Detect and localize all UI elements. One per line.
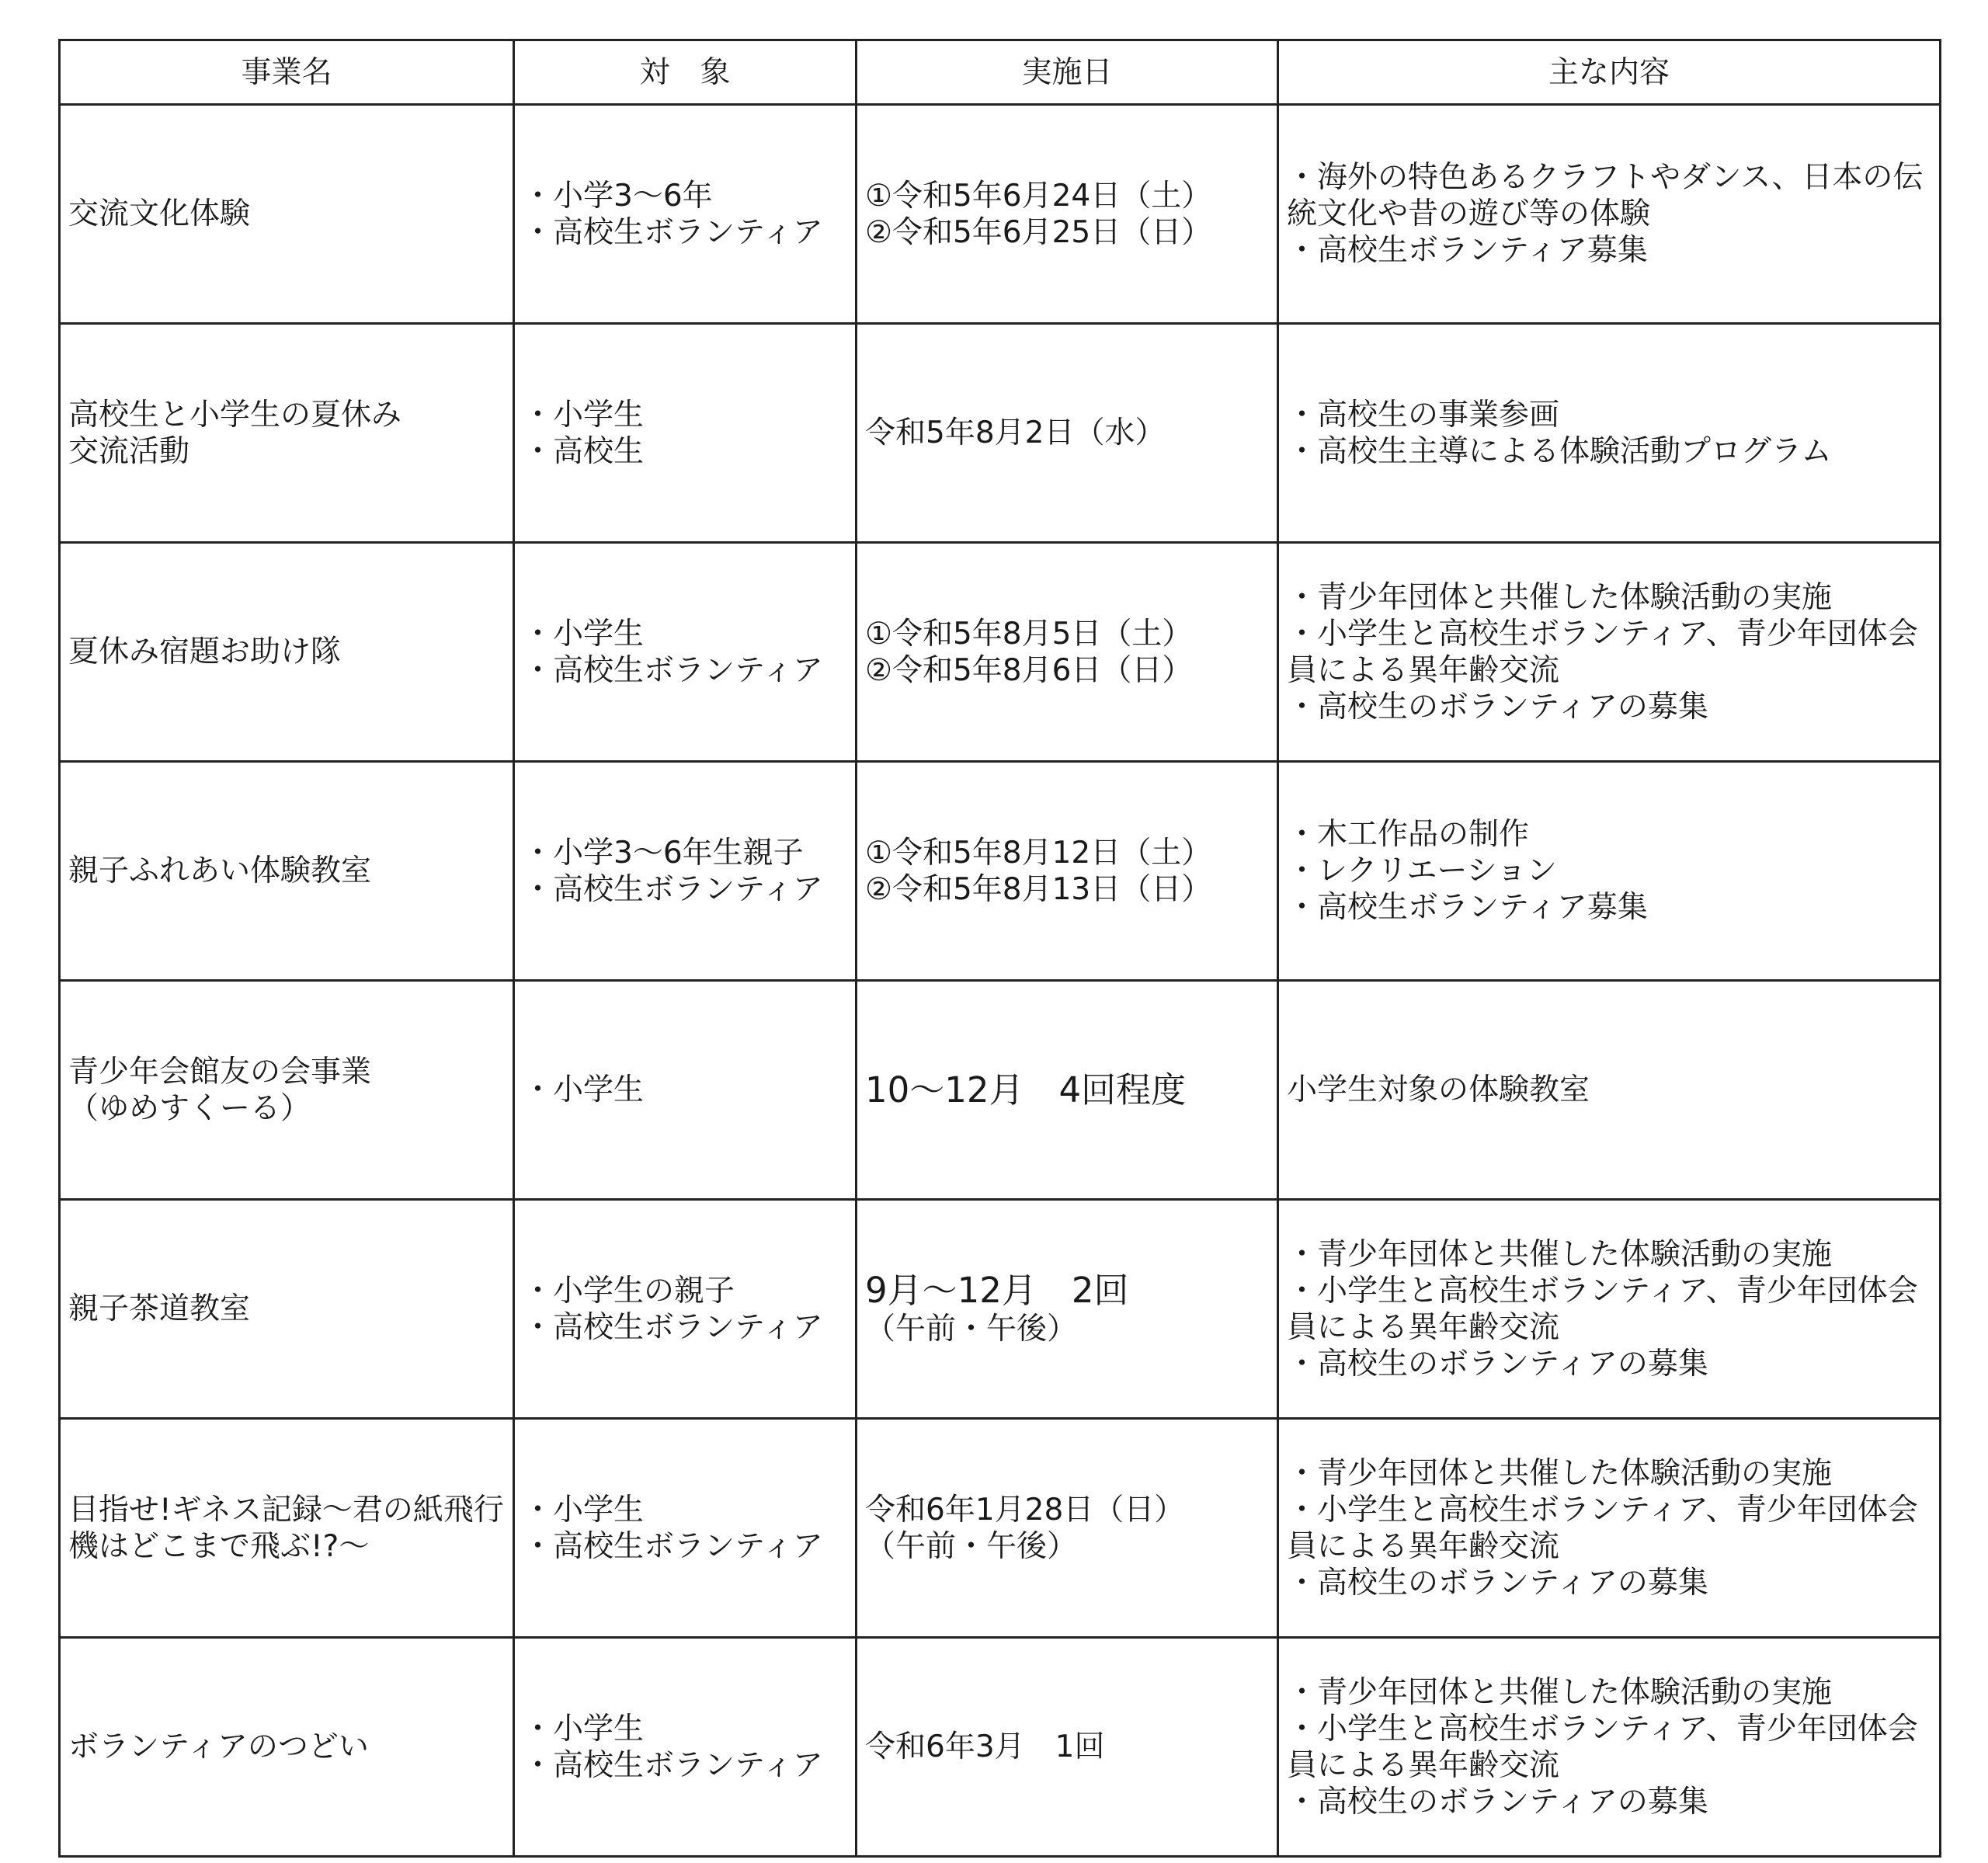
- target-cell: [514, 543, 857, 762]
- date-line: ②令和5年8月6日（日）: [865, 652, 1193, 688]
- target-line: ・高校生ボランティア: [523, 871, 823, 907]
- target-line: ・小学3～6年生親子: [523, 835, 804, 871]
- content-line: 小学生対象の体験教室: [1287, 1072, 1590, 1107]
- target-line: ・高校生ボランティア: [523, 1309, 823, 1345]
- target-cell: [514, 981, 857, 1200]
- date-line: 令和6年3月 1回: [865, 1729, 1105, 1764]
- table-row: [60, 1638, 1941, 1857]
- content-line: ・小学生と高校生ボランティア、青少年団体会員による異年齢交流: [1287, 616, 1918, 688]
- content-line: ・海外の特色あるクラフトやダンス、日本の伝統文化や昔の遊び等の体験: [1287, 160, 1924, 231]
- program-name-cell: [60, 1200, 514, 1419]
- program-name-cell: [60, 1419, 514, 1638]
- date-cell: [857, 981, 1278, 1200]
- content-line: ・高校生ボランティア募集: [1287, 890, 1648, 925]
- target-cell: [514, 1419, 857, 1638]
- header-program-name: 事業名: [60, 40, 514, 105]
- date-line: ①令和5年8月12日（土）: [865, 835, 1212, 871]
- date-line: ②令和5年8月13日（日）: [865, 871, 1212, 907]
- content-line: ・高校生のボランティアの募集: [1287, 689, 1708, 725]
- content-line: ・小学生と高校生ボランティア、青少年団体会員による異年齢交流: [1287, 1711, 1918, 1783]
- program-name-cell: [60, 1638, 514, 1857]
- target-line: ・高校生ボランティア: [523, 1528, 823, 1564]
- target-line: ・小学3～6年: [523, 178, 713, 214]
- table-row: [60, 105, 1941, 324]
- target-line: ・高校生ボランティア: [523, 652, 823, 688]
- date-cell: [857, 1200, 1278, 1419]
- date-line: （午前・午後）: [865, 1312, 1078, 1347]
- program-name: ボランティアのつどい: [68, 1729, 369, 1764]
- program-name: 青少年会館友の会事業: [68, 1054, 372, 1090]
- target-cell: [514, 1200, 857, 1419]
- content-line: ・高校生主導による体験活動プログラム: [1287, 433, 1832, 469]
- target-line: ・小学生: [523, 397, 645, 433]
- table-row: [60, 762, 1941, 981]
- header-date: 実施日: [857, 40, 1278, 105]
- program-name: 夏休み宿題お助け隊: [68, 634, 342, 669]
- content-line: ・木工作品の制作: [1287, 817, 1530, 852]
- program-name: 親子茶道教室: [68, 1291, 251, 1326]
- header-target: 対 象: [514, 40, 857, 105]
- content-line: ・小学生と高校生ボランティア、青少年団体会員による異年齢交流: [1287, 1273, 1918, 1345]
- content-cell: [1278, 324, 1941, 543]
- date-line: ①令和5年8月5日（土）: [865, 616, 1193, 652]
- date-line: ②令和5年6月25日（日）: [865, 214, 1212, 250]
- content-line: ・青少年団体と共催した体験活動の実施: [1287, 579, 1833, 615]
- target-line: ・小学生の親子: [523, 1273, 735, 1309]
- content-cell: [1278, 762, 1941, 981]
- program-name-cell: [60, 543, 514, 762]
- program-name: 交流活動: [68, 433, 190, 469]
- date-cell: [857, 105, 1278, 324]
- target-line: ・小学生: [523, 616, 645, 652]
- date-line: （午前・午後）: [865, 1528, 1078, 1564]
- program-name-cell: [60, 762, 514, 981]
- table-row: [60, 324, 1941, 543]
- table-row: [60, 543, 1941, 762]
- content-line: ・青少年団体と共催した体験活動の実施: [1287, 1674, 1833, 1710]
- content-cell: [1278, 981, 1941, 1200]
- program-name-cell: [60, 981, 514, 1200]
- date-cell: [857, 1638, 1278, 1857]
- content-cell: [1278, 1419, 1941, 1638]
- target-cell: [514, 324, 857, 543]
- date-cell: [857, 762, 1278, 981]
- header-content: 主な内容: [1278, 40, 1941, 105]
- target-cell: [514, 105, 857, 324]
- header-row: [60, 40, 1941, 105]
- program-schedule-table: [58, 39, 1941, 1858]
- program-name: 目指せ!ギネス記録～君の紙飛行機はどこまで飛ぶ!?～: [68, 1492, 504, 1564]
- table-row: [60, 981, 1941, 1200]
- date-cell: [857, 543, 1278, 762]
- content-line: ・レクリエーション: [1287, 853, 1557, 888]
- target-line: ・小学生: [523, 1711, 645, 1747]
- target-line: ・高校生ボランティア: [523, 214, 823, 250]
- target-line: ・高校生ボランティア: [523, 1747, 823, 1783]
- content-line: ・青少年団体と共催した体験活動の実施: [1287, 1236, 1833, 1272]
- content-line: ・高校生ボランティア募集: [1287, 233, 1648, 268]
- date-line: 令和5年8月2日（水）: [865, 415, 1166, 450]
- table-row: [60, 1419, 1941, 1638]
- program-name-cell: [60, 105, 514, 324]
- program-name: 交流文化体験: [68, 196, 251, 231]
- target-cell: [514, 762, 857, 981]
- date-line: 10～12月 4回程度: [865, 1069, 1187, 1111]
- content-cell: [1278, 105, 1941, 324]
- target-line: ・小学生: [523, 1492, 645, 1528]
- table-row: [60, 1200, 1941, 1419]
- date-line: ①令和5年6月24日（土）: [865, 178, 1212, 214]
- program-name: （ゆめすくーる）: [68, 1090, 311, 1126]
- program-name: 親子ふれあい体験教室: [68, 853, 372, 888]
- content-line: ・青少年団体と共催した体験活動の実施: [1287, 1455, 1833, 1491]
- content-cell: [1278, 1200, 1941, 1419]
- content-line: ・高校生のボランティアの募集: [1287, 1784, 1708, 1820]
- program-name-cell: [60, 324, 514, 543]
- content-line: ・高校生の事業参画: [1287, 397, 1560, 433]
- target-line: ・小学生: [523, 1072, 645, 1107]
- date-cell: [857, 324, 1278, 543]
- content-cell: [1278, 1638, 1941, 1857]
- content-line: ・小学生と高校生ボランティア、青少年団体会員による異年齢交流: [1287, 1492, 1918, 1564]
- content-cell: [1278, 543, 1941, 762]
- content-line: ・高校生のボランティアの募集: [1287, 1346, 1708, 1382]
- program-name: 高校生と小学生の夏休み: [68, 397, 402, 433]
- date-cell: [857, 1419, 1278, 1638]
- date-line: 9月～12月 2回: [865, 1270, 1129, 1311]
- target-line: ・高校生: [523, 433, 645, 469]
- content-line: ・高校生のボランティアの募集: [1287, 1565, 1708, 1601]
- target-cell: [514, 1638, 857, 1857]
- date-line: 令和6年1月28日（日）: [865, 1492, 1185, 1528]
